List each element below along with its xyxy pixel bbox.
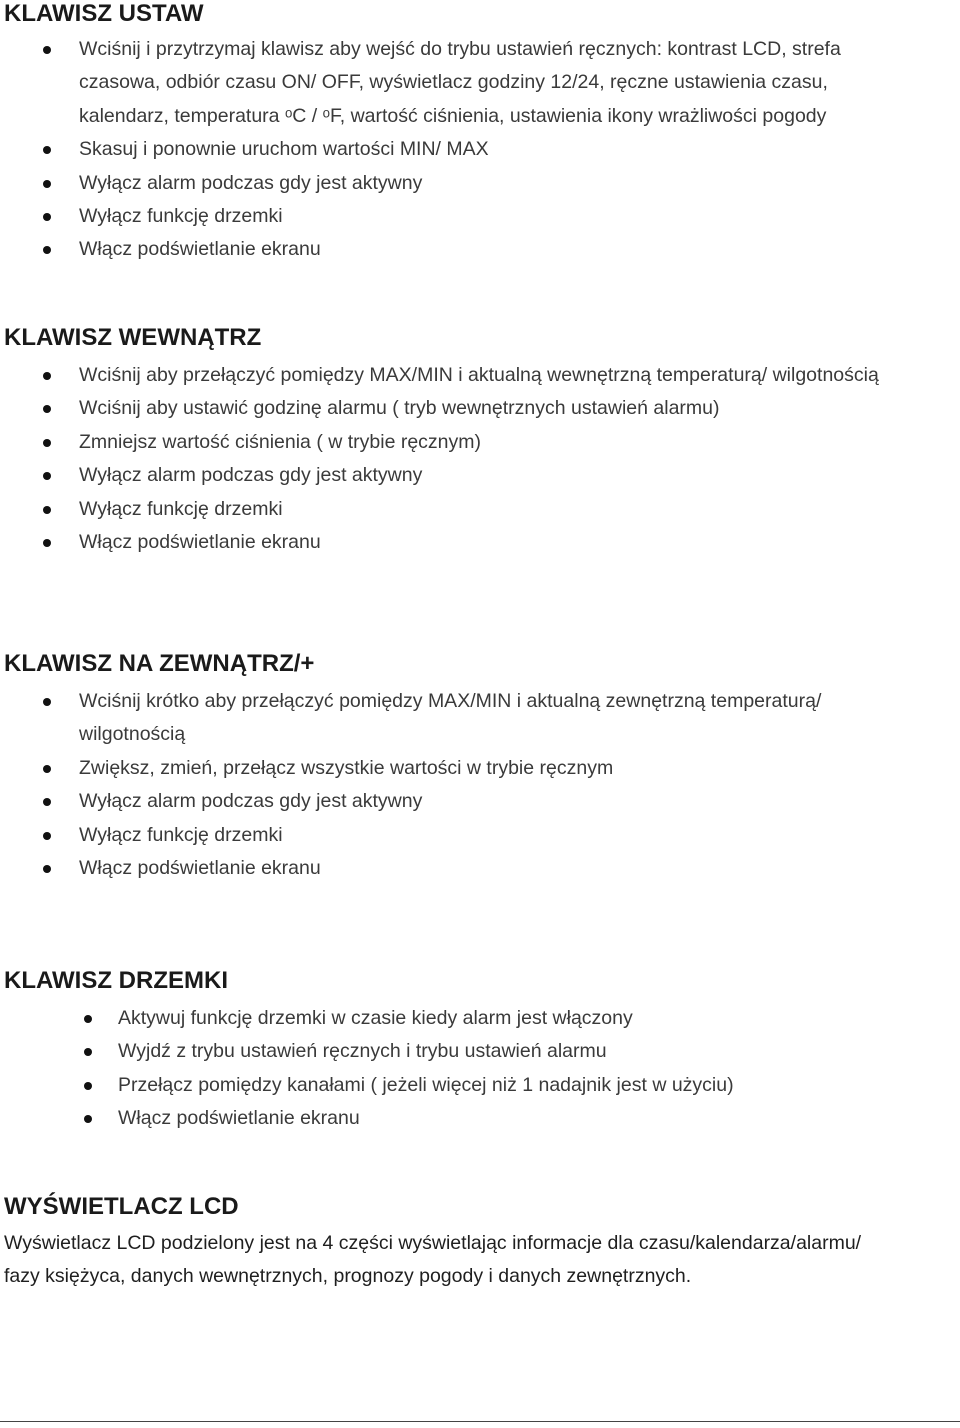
bullet-icon (43, 506, 51, 514)
list-item-text: Aktywuj funkcję drzemki w czasie kiedy alarm jest włączony (118, 1007, 633, 1029)
list-item (79, 526, 919, 559)
list-item-text: Wyłącz funkcję drzemki (79, 497, 283, 520)
bullet-icon (43, 372, 51, 380)
bullet-icon (43, 46, 51, 54)
bullet-icon (43, 405, 51, 413)
list-item (118, 1069, 918, 1102)
heading-wyswietlacz-lcd: WYŚWIETLACZ LCD (4, 1193, 239, 1220)
list-item-text: Zmniejsz wartość ciśnienia ( w trybie ręcznym) (79, 430, 482, 453)
bullet-icon (84, 1015, 92, 1023)
list-klawisz-na-zewnatrz (79, 685, 919, 885)
heading-klawisz-wewnatrz: KLAWISZ WEWNĄTRZ (4, 324, 262, 351)
paragraph-line: Wyświetlacz LCD podzielony jest na 4 części wyświetlając informacje dla czasu/kalendarza/alarmu/ (4, 1232, 862, 1254)
list-item (118, 1002, 918, 1035)
bullet-icon (43, 439, 51, 447)
paragraph-line: fazy księżyca, danych wewnętrznych, prognozy pogody i danych zewnętrznych. (4, 1265, 692, 1287)
list-item-text: Wyłącz alarm podczas gdy jest aktywny (79, 790, 423, 813)
list-item-text: Wyłącz alarm podczas gdy jest aktywny (79, 171, 423, 194)
list-item (118, 1102, 918, 1135)
list-item (79, 685, 919, 752)
bullet-icon (43, 798, 51, 806)
list-klawisz-ustaw (79, 33, 919, 267)
list-klawisz-drzemki (118, 1002, 918, 1136)
list-item-text: Wyłącz funkcję drzemki (79, 205, 283, 228)
list-item (79, 233, 919, 266)
list-item-text: Wyjdź z trybu ustawień ręcznych i trybu ustawień alarmu (118, 1040, 607, 1063)
list-item (79, 33, 919, 133)
bullet-icon (84, 1082, 92, 1090)
list-item (79, 359, 919, 392)
list-item-text: Wciśnij aby ustawić godzinę alarmu ( tryb wewnętrznych ustawień alarmu) (79, 397, 720, 420)
list-item-text: Wciśnij krótko aby przełączyć pomiędzy MAX/MIN i aktualną zewnętrzną temperaturą/ wilgotnością (79, 690, 822, 746)
list-item (118, 1035, 918, 1068)
list-item-text: Skasuj i ponownie uruchom wartości MIN/ MAX (79, 138, 489, 161)
list-item (79, 493, 919, 526)
bullet-icon (43, 180, 51, 188)
list-item (79, 133, 919, 166)
list-item-text: Wciśnij aby przełączyć pomiędzy MAX/MIN i aktualną wewnętrzną temperaturą/ wilgotnością (79, 364, 879, 386)
bullet-icon (43, 213, 51, 221)
bullet-icon (84, 1048, 92, 1056)
bullet-icon (43, 832, 51, 840)
list-item-text: Wciśnij i przytrzymaj klawisz aby wejść do trybu ustawień ręcznych: kontrast LCD, strefa czasowa, odbiór czasu ON/ OFF, wyświetlacz godziny 12/24, ręczne ustawienia czasu, kalendarz, temperatura ᵒC / ᵒF, wartość ciśnienia, ustawienia ikony wrażliwości pogody (79, 38, 841, 127)
heading-klawisz-na-zewnatrz: KLAWISZ NA ZEWNĄTRZ/+ (4, 650, 315, 677)
list-item-text: Włącz podświetlanie ekranu (79, 238, 321, 261)
bullet-icon (43, 865, 51, 873)
list-item (79, 785, 919, 818)
list-item (79, 167, 919, 200)
bullet-icon (43, 765, 51, 773)
bottom-divider (0, 1421, 960, 1422)
list-item (79, 426, 919, 459)
bullet-icon (43, 246, 51, 254)
list-klawisz-wewnatrz (79, 359, 919, 559)
list-item-text: Zwiększ, zmień, przełącz wszystkie wartości w trybie ręcznym (79, 756, 614, 779)
paragraph-wyswietlacz-lcd (4, 1227, 954, 1293)
list-item (79, 819, 919, 852)
list-item (79, 752, 919, 785)
list-item-text: Wyłącz funkcję drzemki (79, 823, 283, 846)
list-item (79, 392, 919, 425)
list-item-text: Wyłącz alarm podczas gdy jest aktywny (79, 464, 423, 487)
list-item-text: Włącz podświetlanie ekranu (79, 531, 321, 554)
bullet-icon (43, 472, 51, 480)
heading-klawisz-ustaw: KLAWISZ USTAW (4, 0, 204, 27)
list-item-text: Włącz podświetlanie ekranu (118, 1107, 360, 1130)
bullet-icon (84, 1115, 92, 1123)
list-item (79, 200, 919, 233)
list-item (79, 459, 919, 492)
list-item-text: Włącz podświetlanie ekranu (79, 857, 321, 880)
list-item (79, 852, 919, 885)
bullet-icon (43, 146, 51, 154)
bullet-icon (43, 698, 51, 706)
heading-klawisz-drzemki: KLAWISZ DRZEMKI (4, 967, 228, 994)
list-item-text: Przełącz pomiędzy kanałami ( jeżeli więcej niż 1 nadajnik jest w użyciu) (118, 1073, 734, 1096)
bullet-icon (43, 539, 51, 547)
